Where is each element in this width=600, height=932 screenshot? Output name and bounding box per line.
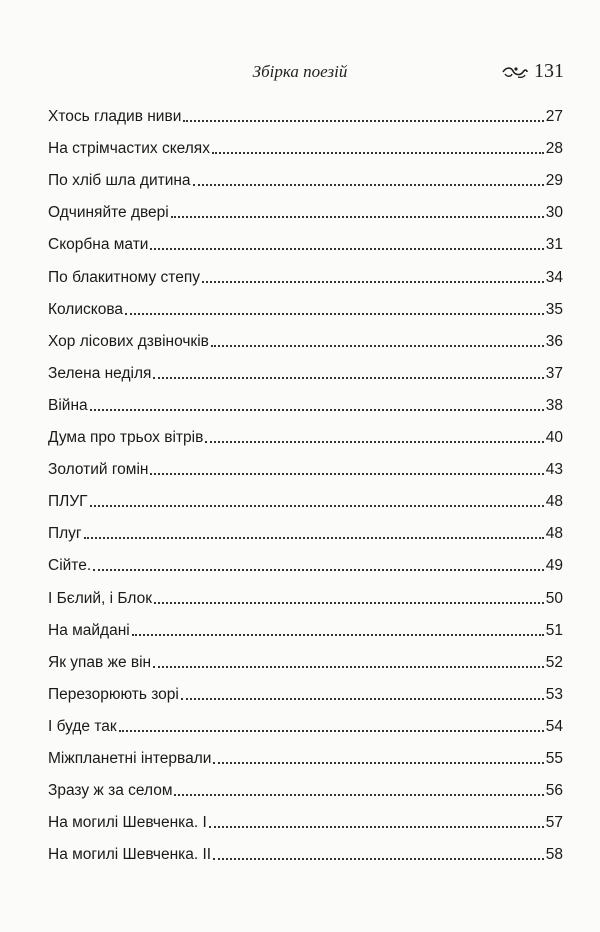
toc-entry-page: 34: [545, 268, 563, 286]
toc-entry-page: 36: [545, 332, 563, 350]
toc-entry-page: 48: [545, 493, 563, 511]
dot-leader: [153, 377, 543, 379]
toc-entry: [48, 319, 563, 351]
toc-entry: [48, 608, 563, 640]
toc-entry-page: 35: [545, 300, 563, 318]
toc-entry-title: По хліб шла дитина: [48, 172, 191, 190]
page-number: 131: [534, 60, 564, 82]
toc-entry-title: Міжпланетні інтервали: [48, 749, 212, 767]
table-of-contents: [48, 94, 563, 864]
toc-entry: [48, 640, 563, 672]
toc-entry: [48, 94, 563, 126]
toc-entry: [48, 158, 563, 190]
dot-leader: [174, 794, 543, 796]
toc-entry-title: І Бєлий, і Блок: [48, 589, 153, 607]
toc-entry-page: 55: [545, 749, 563, 767]
toc-entry: [48, 415, 563, 447]
toc-entry-page: 37: [545, 364, 563, 382]
toc-entry-page: 50: [545, 589, 563, 607]
toc-entry-title: Золотий гомін: [48, 461, 149, 479]
toc-entry: [48, 704, 563, 736]
toc-entry-title: Зразу ж за селом: [48, 782, 173, 800]
dot-leader: [209, 826, 544, 828]
toc-entry-title: Перезорюють зорі: [48, 685, 179, 703]
dot-leader: [202, 281, 544, 283]
dot-leader: [171, 216, 544, 218]
dot-leader: [93, 569, 544, 571]
toc-entry-page: 29: [545, 172, 563, 190]
toc-entry-page: 31: [545, 236, 563, 254]
toc-entry-page: 28: [545, 140, 563, 158]
toc-entry-title: Хтось гладив ниви: [48, 108, 182, 126]
toc-entry-page: 51: [545, 621, 563, 639]
toc-entry-title: Зелена неділя: [48, 364, 152, 382]
dot-leader: [90, 505, 544, 507]
toc-entry-title: Хор лісових дзвіночків: [48, 332, 209, 350]
toc-entry-page: 27: [545, 108, 563, 126]
toc-entry-page: 53: [545, 685, 563, 703]
dot-leader: [211, 345, 544, 347]
toc-entry: [48, 511, 563, 543]
toc-entry-page: 30: [545, 204, 563, 222]
toc-entry-page: 58: [545, 846, 563, 864]
dot-leader: [150, 473, 543, 475]
toc-entry-title: На стрімчастих скелях: [48, 140, 210, 158]
page-header: [0, 60, 600, 88]
toc-entry: [48, 351, 563, 383]
toc-entry-page: 57: [545, 814, 563, 832]
toc-entry-title: По блакитному степу: [48, 268, 200, 286]
toc-entry: [48, 543, 563, 575]
toc-entry-title: На могилі Шевченка. II: [48, 846, 212, 864]
dot-leader: [153, 666, 544, 668]
toc-entry-page: 48: [545, 525, 563, 543]
toc-entry-title: Дума про трьох вітрів: [48, 429, 204, 447]
toc-entry: [48, 832, 563, 864]
dot-leader: [132, 634, 544, 636]
toc-entry: [48, 287, 563, 319]
toc-entry-page: 52: [545, 653, 563, 671]
dot-leader: [90, 409, 544, 411]
dot-leader: [119, 730, 544, 732]
dot-leader: [213, 762, 543, 764]
toc-entry: [48, 575, 563, 607]
dot-leader: [150, 248, 543, 250]
toc-entry: [48, 768, 563, 800]
running-title: Збірка поезій: [252, 62, 348, 81]
toc-entry-title: ПЛУГ: [48, 493, 88, 511]
dot-leader: [125, 313, 544, 315]
dot-leader: [154, 602, 544, 604]
dot-leader: [181, 698, 544, 700]
toc-entry-title: Сійте.: [48, 557, 92, 575]
toc-entry-title: Плуг: [48, 525, 82, 543]
toc-entry-title: Колискова: [48, 300, 124, 318]
toc-entry: [48, 126, 563, 158]
folio: [502, 60, 564, 83]
toc-entry-title: Скорбна мати: [48, 236, 149, 254]
dot-leader: [84, 537, 544, 539]
toc-entry-title: На могилі Шевченка. І: [48, 814, 207, 832]
toc-entry: [48, 447, 563, 479]
toc-entry: [48, 479, 563, 511]
toc-entry: [48, 800, 563, 832]
toc-entry: [48, 736, 563, 768]
toc-entry: [48, 222, 563, 254]
toc-entry-title: Війна: [48, 396, 88, 414]
toc-entry-page: 56: [545, 782, 563, 800]
fleuron-icon: [502, 65, 528, 79]
toc-entry-page: 40: [545, 429, 563, 447]
toc-entry: [48, 254, 563, 286]
toc-entry-page: 54: [545, 717, 563, 735]
toc-entry: [48, 190, 563, 222]
toc-entry-page: 43: [545, 461, 563, 479]
toc-entry-page: 38: [545, 396, 563, 414]
toc-entry-title: Одчиняйте двері: [48, 204, 169, 222]
dot-leader: [212, 152, 544, 154]
toc-entry: [48, 672, 563, 704]
toc-entry-title: На майдані: [48, 621, 130, 639]
toc-entry: [48, 383, 563, 415]
toc-entry-title: І буде так: [48, 717, 117, 735]
toc-entry-title: Як упав же він: [48, 653, 152, 671]
dot-leader: [183, 120, 543, 122]
dot-leader: [205, 441, 543, 443]
dot-leader: [193, 184, 544, 186]
dot-leader: [213, 858, 544, 860]
toc-entry-page: 49: [545, 557, 563, 575]
